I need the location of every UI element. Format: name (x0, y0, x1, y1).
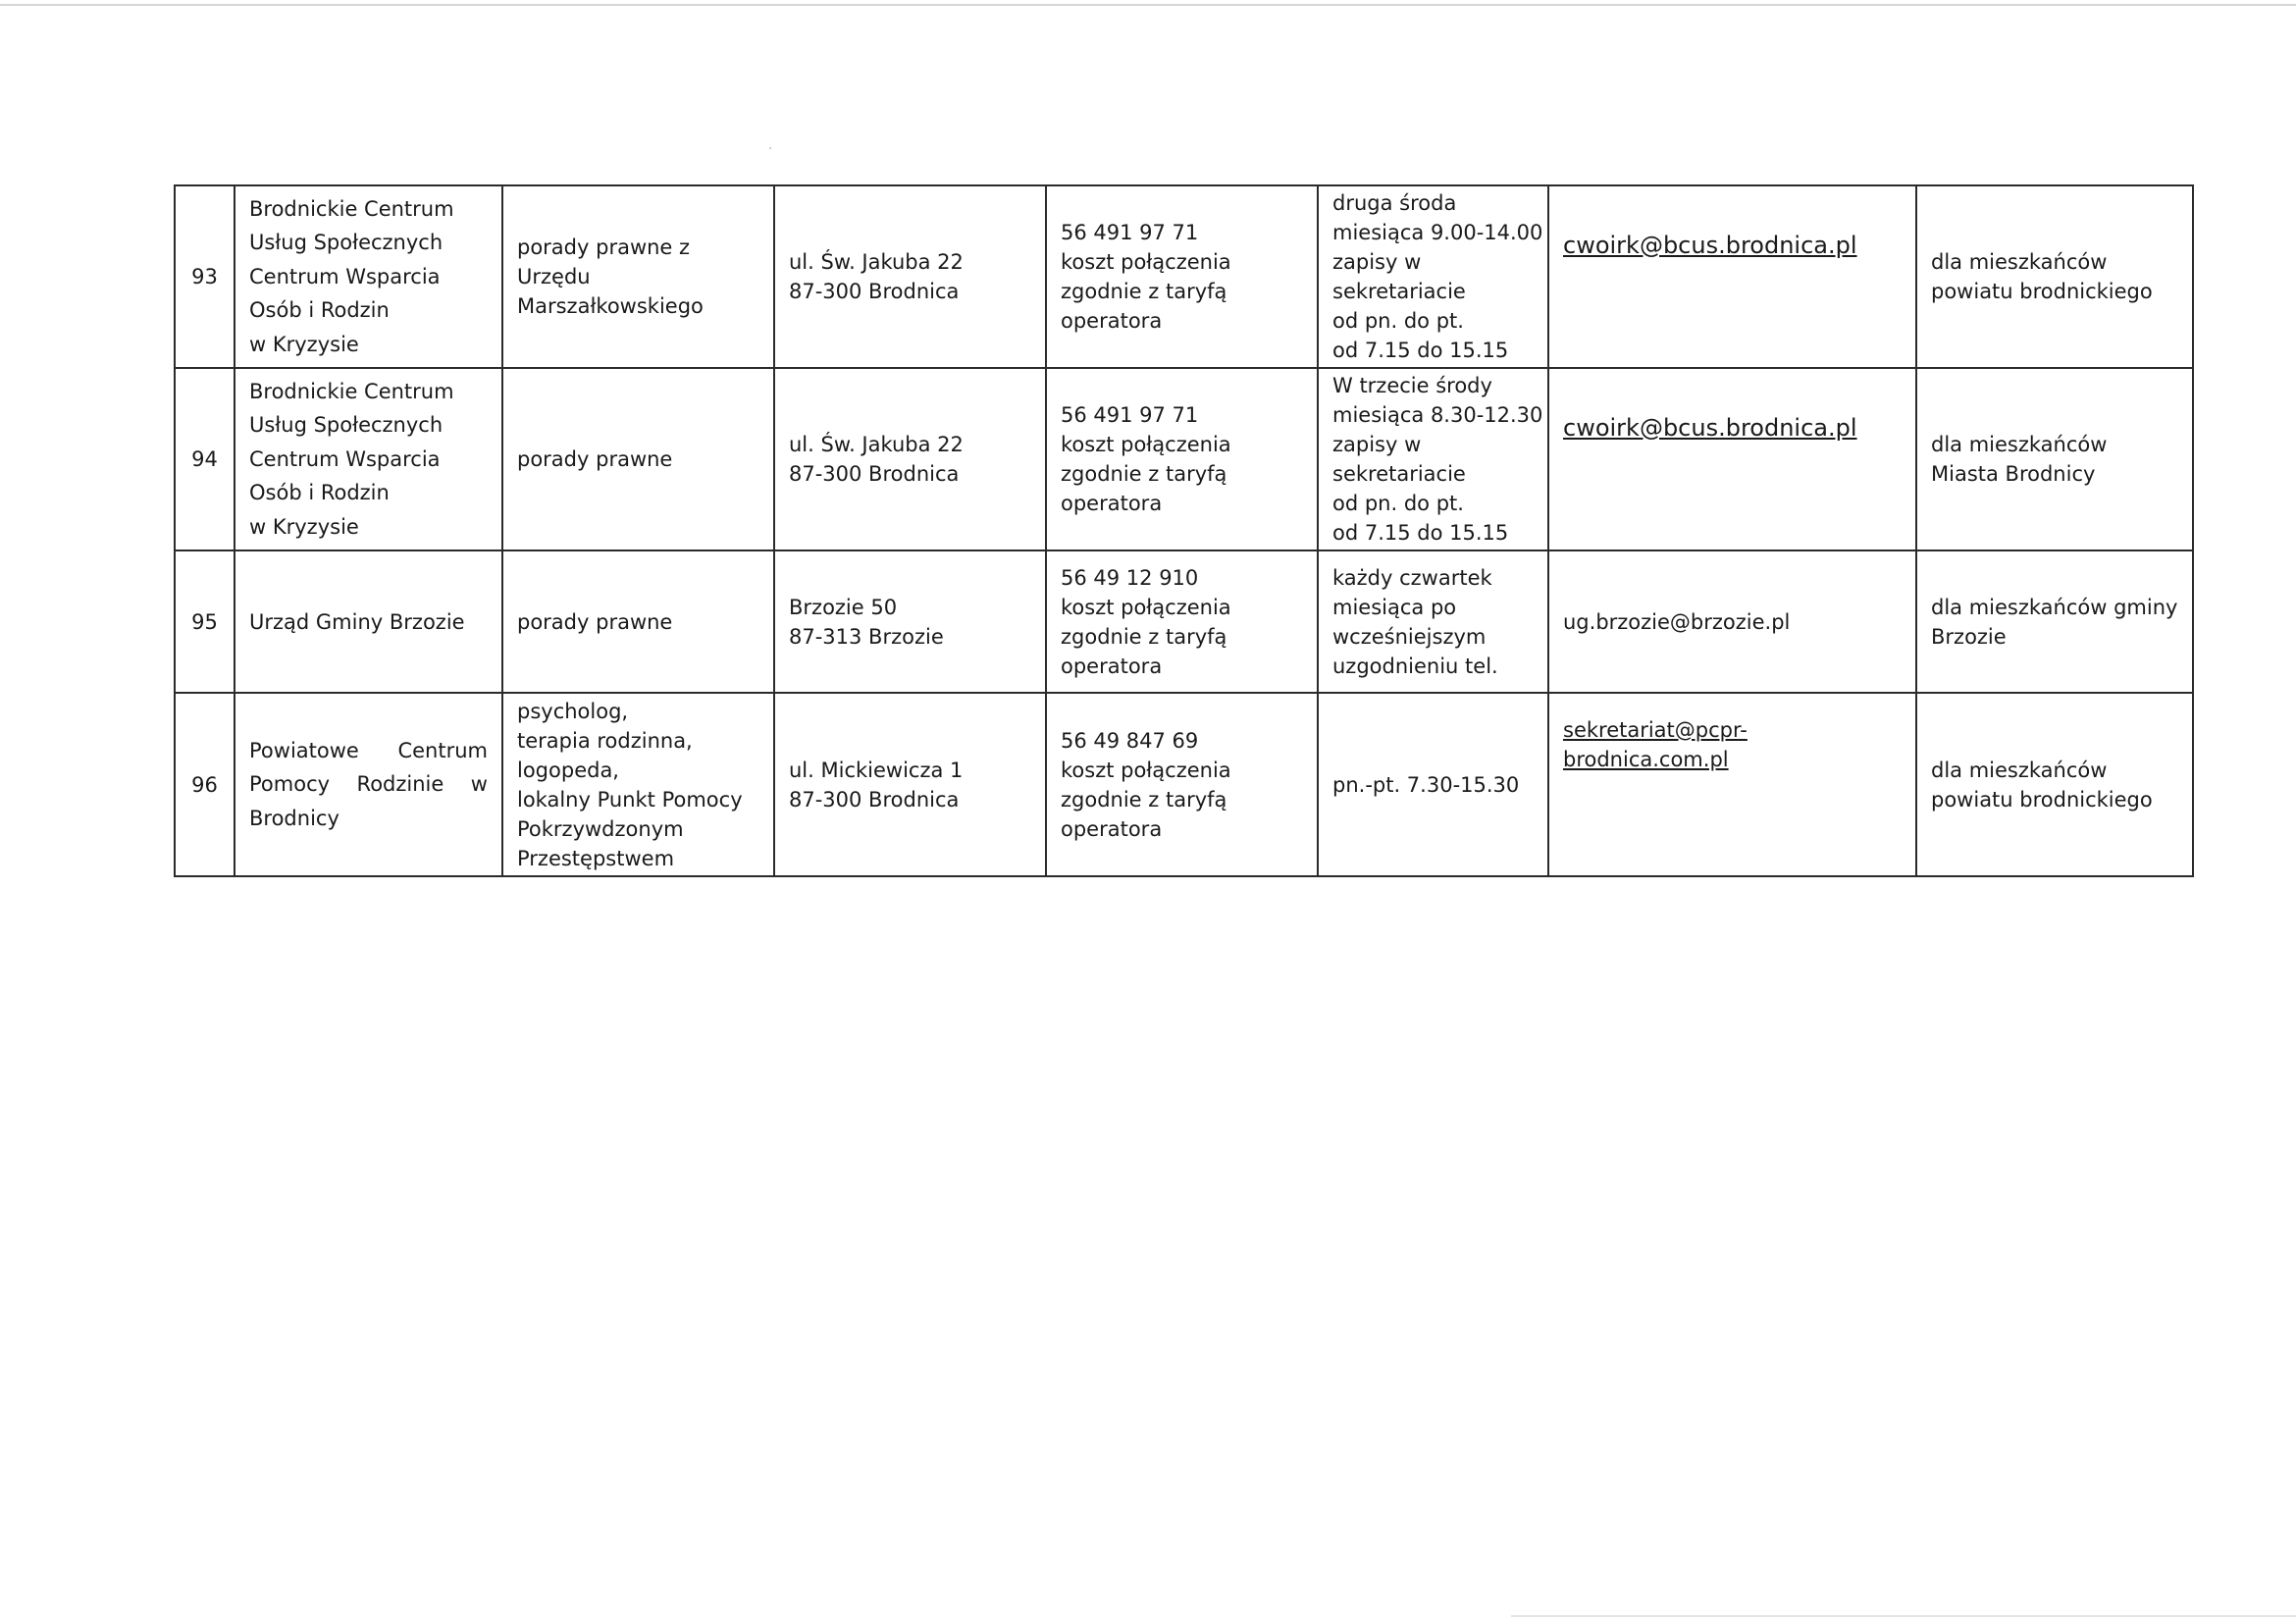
phone-line: zgodnie z taryfą (1061, 624, 1227, 649)
institution-line: Osób i Rodzin (249, 481, 390, 505)
email-cell (1548, 368, 1916, 550)
table-row (175, 550, 2193, 693)
row-number: 95 (175, 550, 235, 693)
hours-line: druga środa (1332, 191, 1457, 215)
hours-line: zapisy w (1332, 250, 1422, 274)
hours-cell (1318, 185, 1548, 368)
institution-cell (235, 550, 502, 693)
phone-cell (1046, 550, 1318, 693)
phone-line: zgodnie z taryfą (1061, 280, 1227, 303)
hours-line: W trzecie środy (1332, 374, 1492, 397)
recipients-line: powiatu brodnickiego (1931, 787, 2153, 812)
hours-line: miesiąca po (1332, 595, 1457, 619)
table-row (175, 368, 2193, 550)
phone-line: koszt połączenia (1061, 758, 1231, 782)
service-line: Przestępstwem (517, 846, 675, 870)
phone-line: operatora (1061, 492, 1163, 515)
email-link[interactable]: cwoirk@bcus.brodnica.pl (1563, 414, 1857, 442)
recipients-line: dla mieszkańców (1931, 250, 2108, 274)
service-line: porady prawne z (517, 236, 691, 259)
email-link[interactable]: sekretariat@pcpr- (1563, 718, 1748, 742)
address-cell (774, 550, 1046, 693)
institution-cell (235, 693, 502, 876)
row-number: 96 (175, 693, 235, 876)
institution-line: Powiatowe Centrum (249, 738, 488, 762)
service-line: Marszałkowskiego (517, 294, 704, 318)
institution-line: Pomocy Rodzinie w (249, 772, 488, 797)
hours-line: od pn. do pt. (1332, 309, 1464, 333)
address-line: ul. Mickiewicza 1 (789, 758, 964, 782)
hours-line: sekretariacie (1332, 462, 1466, 486)
address-cell (774, 368, 1046, 550)
institution-line: Osób i Rodzin (249, 298, 390, 323)
service-line: Pokrzywdzonym (517, 816, 684, 841)
phone-line: zgodnie z taryfą (1061, 462, 1227, 486)
hours-line: każdy czwartek (1332, 565, 1492, 590)
phone-line: operatora (1061, 309, 1163, 333)
recipients-cell (1916, 550, 2193, 693)
service-line: terapia rodzinna, (517, 728, 693, 753)
phone-line: zgodnie z taryfą (1061, 787, 1227, 812)
phone-line: operatora (1061, 816, 1163, 841)
institution-line: Usług Społecznych (249, 413, 444, 438)
recipients-line: Brzozie (1931, 624, 2007, 649)
email-cell (1548, 185, 1916, 368)
phone-line: koszt połączenia (1061, 595, 1231, 619)
table-row (175, 185, 2193, 368)
recipients-cell (1916, 368, 2193, 550)
phone-line: koszt połączenia (1061, 250, 1231, 274)
table-row (175, 693, 2193, 876)
phone-cell (1046, 185, 1318, 368)
service-line: logopeda, (517, 758, 619, 782)
institution-line: Urząd Gminy Brzozie (249, 609, 465, 634)
address-line: 87-300 Brodnica (789, 462, 960, 486)
address-line: ul. Św. Jakuba 22 (789, 250, 964, 274)
hours-line: zapisy w (1332, 433, 1422, 456)
recipients-line: dla mieszkańców gminy (1931, 595, 2178, 619)
phone-line: 56 49 847 69 (1061, 728, 1199, 753)
recipients-line: powiatu brodnickiego (1931, 280, 2153, 303)
phone-line: 56 49 12 910 (1061, 565, 1199, 590)
hours-line: sekretariacie (1332, 280, 1466, 303)
recipients-line: Miasta Brodnicy (1931, 462, 2096, 486)
phone-cell (1046, 368, 1318, 550)
service-line: psycholog, (517, 699, 629, 723)
institution-line: Centrum Wsparcia (249, 264, 441, 288)
phone-line: koszt połączenia (1061, 433, 1231, 456)
institution-line: Brodnickie Centrum (249, 379, 454, 403)
address-line: Brzozie 50 (789, 595, 898, 619)
hours-cell (1318, 693, 1548, 876)
recipients-cell (1916, 693, 2193, 876)
institution-cell (235, 368, 502, 550)
institution-cell (235, 185, 502, 368)
scan-edge-bottom (1511, 1615, 2296, 1617)
institution-line: Brodnickie Centrum (249, 196, 454, 221)
address-line: ul. Św. Jakuba 22 (789, 433, 964, 456)
hours-cell (1318, 368, 1548, 550)
services-table (174, 184, 2194, 877)
hours-cell (1318, 550, 1548, 693)
row-number: 94 (175, 368, 235, 550)
service-cell (502, 550, 774, 693)
phone-line: 56 491 97 71 (1061, 221, 1199, 244)
service-line: lokalny Punkt Pomocy (517, 787, 743, 812)
hours-line: od 7.15 do 15.15 (1332, 339, 1509, 362)
service-cell (502, 693, 774, 876)
recipients-cell (1916, 185, 2193, 368)
phone-cell (1046, 693, 1318, 876)
scan-edge-top (0, 4, 2296, 6)
hours-line: wcześniejszym (1332, 624, 1487, 649)
institution-line: Usług Społecznych (249, 231, 444, 255)
service-cell (502, 368, 774, 550)
hours-line: od 7.15 do 15.15 (1332, 521, 1509, 545)
service-line: porady prawne (517, 609, 673, 634)
scan-speck (769, 147, 771, 149)
email-link[interactable]: cwoirk@bcus.brodnica.pl (1563, 232, 1857, 259)
institution-line: w Kryzysie (249, 514, 359, 539)
address-line: 87-300 Brodnica (789, 787, 960, 812)
hours-line: od pn. do pt. (1332, 492, 1464, 515)
hours-line: miesiąca 9.00-14.00 (1332, 221, 1543, 244)
hours-line: uzgodnieniu tel. (1332, 654, 1498, 678)
hours-line: miesiąca 8.30-12.30 (1332, 403, 1543, 427)
address-cell (774, 693, 1046, 876)
service-line: Urzędu (517, 265, 591, 288)
institution-line: Brodnicy (249, 806, 339, 830)
service-cell (502, 185, 774, 368)
email-cell (1548, 693, 1916, 876)
email-text[interactable]: ug.brzozie@brzozie.pl (1563, 609, 1791, 634)
service-line: porady prawne (517, 447, 673, 471)
address-line: 87-300 Brodnica (789, 280, 960, 303)
hours-line: pn.-pt. 7.30-15.30 (1332, 772, 1520, 797)
phone-line: 56 491 97 71 (1061, 403, 1199, 427)
address-cell (774, 185, 1046, 368)
phone-line: operatora (1061, 654, 1163, 678)
institution-line: w Kryzysie (249, 332, 359, 356)
address-line: 87-313 Brzozie (789, 624, 944, 649)
email-link[interactable]: brodnica.com.pl (1563, 748, 1729, 771)
recipients-line: dla mieszkańców (1931, 758, 2108, 782)
recipients-line: dla mieszkańców (1931, 433, 2108, 456)
email-cell (1548, 550, 1916, 693)
institution-line: Centrum Wsparcia (249, 446, 441, 471)
row-number: 93 (175, 185, 235, 368)
